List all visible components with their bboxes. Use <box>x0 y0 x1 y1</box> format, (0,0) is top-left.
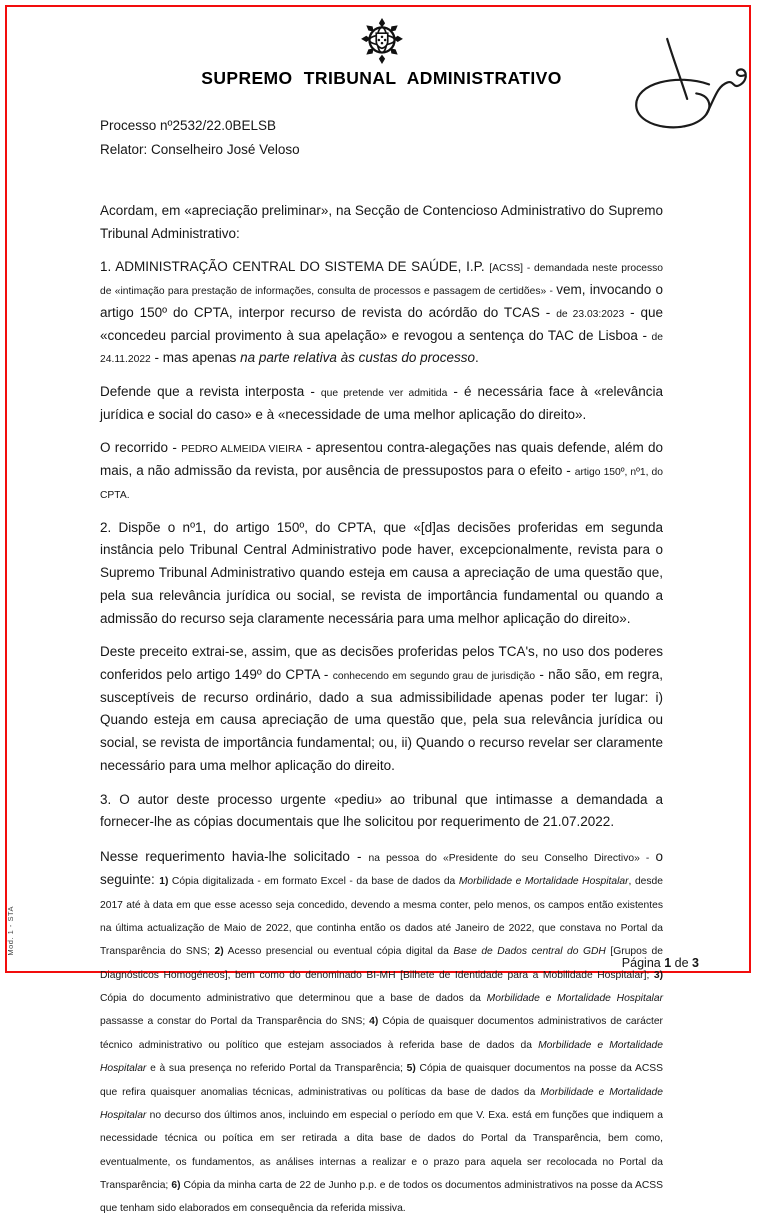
text-run: , desde 2017 até à data em que esse acesso seja concedido, devendo a mesma conter, pelo menos, os campos então existentes na última actualização de Maio de 2022, que continha então os dados até Janeiro de 2022, que constava no Portal da Transparência do SNS; <box>100 876 664 958</box>
text-run: e à sua presença no referido Portal da Transparência; <box>146 1063 407 1075</box>
paragraph <box>100 381 663 426</box>
text-run: vem, invocando o artigo 150º do CPTA, interpor recurso de revista do acórdão do TCAS - <box>100 282 664 320</box>
text-run: 5) <box>406 1063 416 1075</box>
text-run: Deste preceito extrai-se, assim, que as decisões proferidas pelos TCA's, no uso dos poderes conferidos pelo artigo 149º do CPTA - <box>100 644 663 682</box>
text-run: - apresentou contra-alegações nas quais defende, além do mais, a não admissão da revista, por ausência de pressupostos para o efeito - <box>100 440 663 479</box>
text-run: - que «concedeu parcial provimento à sua apelação» e revogou a sentença do TAC de Lisboa - <box>100 304 663 343</box>
text-run: . <box>474 350 479 366</box>
text-run: Morbilidade e Mortalidade Hospitalar <box>486 993 664 1005</box>
text-run: Morbilidade e Mortalidade Hospitalar <box>458 876 629 888</box>
text-run: Acesso presencial ou eventual cópia digital da <box>223 946 454 958</box>
text-run: Defende que a revista interposta - <box>100 384 321 400</box>
text-run: Cópia de quaisquer documentos administrativos de carácter técnico administrativo ou político que estejam associados à referida base de dados da <box>100 1016 663 1051</box>
text-run: artigo 150º, nº1, do CPTA. <box>100 467 664 501</box>
page-footer <box>622 956 699 970</box>
paragraph <box>100 845 663 1219</box>
text-run: 2) <box>214 946 224 958</box>
text-run: Morbilidade e Mortalidade Hospitalar <box>100 1039 663 1075</box>
text-run: passasse a constar do Portal da Transparência do SNS; <box>100 1016 370 1028</box>
text-run: na pessoa do «Presidente do seu Conselho Directivo» - <box>368 852 656 864</box>
text-run: Base de Dados central do GDH <box>453 946 606 958</box>
text-run: que pretende ver admitida <box>320 388 448 400</box>
text-run: Cópia de quaisquer documentos na posse da ACSS que refira quaisquer anomalias técnicas, administrativas ou políticas da base de dados da <box>100 1063 664 1098</box>
text-run: - é necessária face à «relevância jurídica e social do caso» e à «necessidade de uma melhor aplicação do direito». <box>100 384 663 422</box>
text-run: Cópia do documento administrativo que determinou que a base de dados da <box>100 993 487 1005</box>
paragraph <box>100 517 663 631</box>
text-run: de 23.03:2023 <box>556 308 625 320</box>
text-run: de 24.11.2022 <box>100 331 663 366</box>
footer-page-separator: de <box>674 956 689 970</box>
text-run: o seguinte: <box>100 848 664 888</box>
text-run: conhecendo em segundo grau de jurisdição <box>332 670 536 682</box>
coat-of-arms-icon <box>359 18 405 64</box>
text-run: [Grupos de Diagnósticos Homogéneos], bem como do denominado BI-MH [Bilhete de Identidade para a Mobilidade Hospitalar]; <box>100 946 663 981</box>
text-run: Morbilidade e Mortalidade Hospitalar <box>100 1086 664 1121</box>
footer-page-total: 3 <box>692 956 699 970</box>
paragraph <box>100 789 663 834</box>
text-run: 2. Dispõe o nº1, do artigo 150º, do CPTA, que «[d]as decisões proferidas em segunda instância pelo Tribunal Central Administrativo pode haver, excepcionalmente, revista para o Supremo Tribunal Administrativo quando esteja em causa a apreciação de uma questão que, pela sua relevância jurídica ou social, se revista de importância fundamental ou quando a admissão do recurso seja claramente necessária para uma melhor aplicação do direito». <box>100 519 663 626</box>
page-title: SUPREMO TRIBUNAL ADMINISTRATIVO <box>201 68 562 88</box>
form-model-label: Mod. 1 - STA <box>6 906 15 956</box>
relator-name: Relator: Conselheiro José Veloso <box>100 142 300 157</box>
paragraph <box>100 437 663 505</box>
process-number: Processo nº2532/22.0BELSB <box>100 118 277 133</box>
text-run: no decurso dos últimos anos, incluindo em especial o período em que V. Exa. está em funções que indiquem a necessidade técnica ou poítica em ser retirada a dita base de dados do Portal da Transparência, bem como, eventualmente, os fundamentos, as análises internas a realizar e o prazo para aquela ser recolocada no Portal da Transparência; <box>100 1109 663 1191</box>
text-run: 3) <box>653 969 663 981</box>
paragraph <box>100 200 663 245</box>
footer-page-current: 1 <box>664 956 672 970</box>
footer-page-word: Página <box>621 956 661 970</box>
text-run: - não são, em regra, susceptíveis de recurso ordinário, dado a sua admissibilidade apenas poder ter lugar: i) Quando esteja em causa apreciação de uma questão que, pela sua relevância jurídica ou social, se revista de importância fundamental; ou, ii) Quando o recurso revelar ser claramente necessário para uma melhor aplicação do direito. <box>100 666 664 773</box>
text-run: 4) <box>369 1016 379 1028</box>
text-run: 1. ADMINISTRAÇÃO CENTRAL DO SISTEMA DE SAÚDE, I.P. <box>100 259 490 275</box>
text-run: na parte relativa às custas do processo <box>240 350 475 366</box>
paragraph <box>100 256 663 370</box>
text-run: - mas apenas <box>150 350 241 366</box>
text-run: 3. O autor deste processo urgente «pediu» ao tribunal que intimasse a demandada a fornecer-lhe as cópias documentais que lhe solicitou por requerimento de 21.07.2022. <box>100 791 663 830</box>
text-run: Nesse requerimento havia-lhe solicitado - <box>100 848 369 864</box>
text-run: 6) <box>171 1180 181 1191</box>
text-run: O recorrido - <box>100 440 182 456</box>
text-run: Cópia da minha carta de 22 de Junho p.p. e de todos os documentos administrativos na posse da ACSS que tenham sido elaborados em consequência da referida missiva. <box>100 1180 663 1215</box>
text-run: [ACSS] - demandada neste processo de «intimação para prestação de informações, consulta de processos e passagem de certidões» - <box>100 263 663 298</box>
text-run: PEDRO ALMEIDA VIEIRA <box>181 444 303 456</box>
text-run: Cópia digitalizada - em formato Excel - da base de dados da <box>168 876 459 888</box>
document-body <box>100 200 663 1219</box>
text-run: Acordam, em «apreciação preliminar», na Secção de Contencioso Administrativo do Supremo Tribunal Administrativo: <box>100 203 663 241</box>
paragraph <box>100 641 663 777</box>
text-run: 1) <box>159 876 169 888</box>
header <box>100 18 663 66</box>
